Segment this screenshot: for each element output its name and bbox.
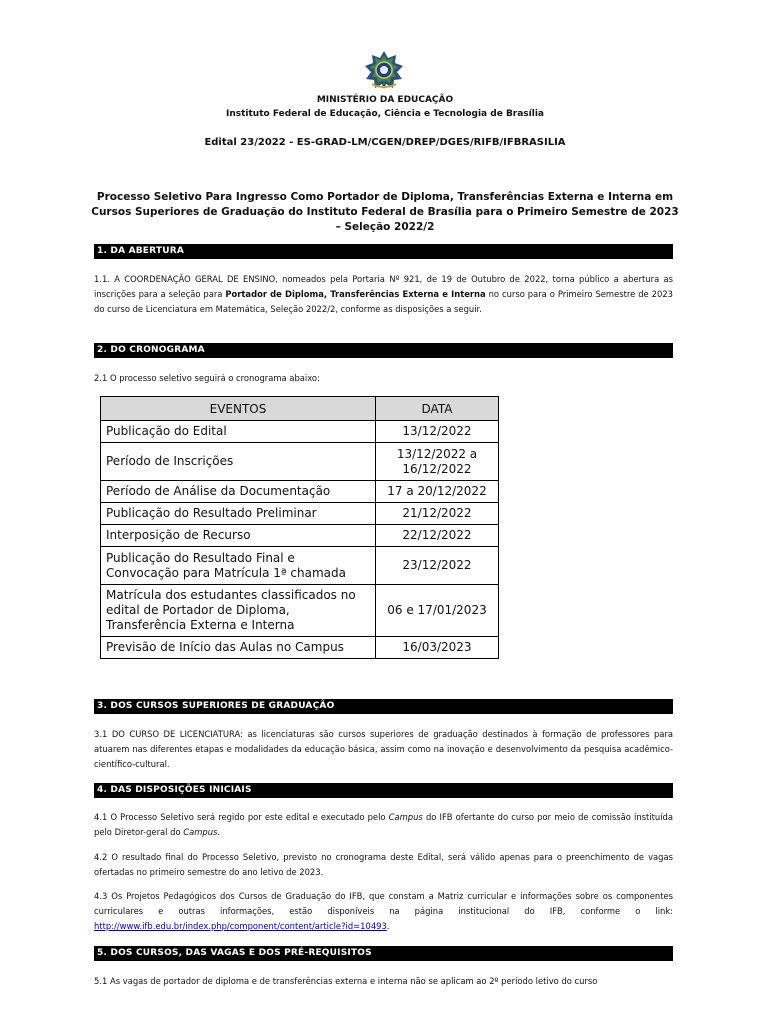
column-header-date: DATA (376, 397, 499, 421)
table-row (101, 585, 499, 637)
event-cell: Publicação do Edital (101, 421, 376, 443)
event-cell: Publicação do Resultado Preliminar (101, 503, 376, 525)
paragraph-4-2: 4.2 O resultado final do Processo Seletivo, previsto no cronograma deste Edital, será válido apenas para o preenchimento de vagas ofertadas no primeiro semestre do ano letivo de 2023. (94, 852, 673, 877)
table-row (101, 503, 499, 525)
section-heading-disposicoes-iniciais: 4. DAS DISPOSIÇÕES INICIAIS (94, 783, 673, 798)
table-row (101, 637, 499, 659)
document-title: Processo Seletivo Para Ingresso Como Portador de Diploma, Transferências Externa e Interna em Cursos Superiores de Graduação do Instituto Federal de Brasília para o Primeiro Semestre de 2023 – Seleção 2022/2 (91, 191, 679, 233)
date-cell: 16/03/2023 (376, 637, 499, 659)
event-cell: Período de Análise da Documentação (101, 481, 376, 503)
table-row (101, 525, 499, 547)
table-row (101, 443, 499, 481)
section-heading-cursos-superiores: 3. DOS CURSOS SUPERIORES DE GRADUAÇÃO (94, 699, 673, 714)
date-cell: 21/12/2022 (376, 503, 499, 525)
date-cell: 17 a 20/12/2022 (376, 481, 499, 503)
event-cell: Publicação do Resultado Final e Convocação para Matrícula 1ª chamada (101, 547, 376, 585)
table-row (101, 481, 499, 503)
institute-name: Instituto Federal de Educação, Ciência e Tecnologia de Brasília (226, 109, 544, 119)
date-cell: 13/12/2022 a 16/12/2022 (376, 443, 499, 481)
paragraph-4-1: 4.1 O Processo Seletivo será regido por este edital e executado pelo Campus do IFB ofertante do curso por meio de comissão instituída pelo Diretor-geral do Campus. (94, 812, 673, 837)
paragraph-5-1: 5.1 As vagas de portador de diploma e de transferências externa e interna não se aplicam ao 2º período letivo do curso (94, 976, 598, 986)
paragraph-3-1: 3.1 DO CURSO DE LICENCIATURA: as licenciaturas são cursos superiores de graduação destinados à formação de professores para atuarem nas diferentes etapas e modalidades da educação básica, assim como na inovação e desenvolvimento da pesquisa acadêmico-científico-cultural. (94, 729, 673, 769)
ifb-curriculum-link[interactable]: http://www.ifb.edu.br/index.php/component/content/article?id=10493 (94, 921, 387, 931)
edital-number: Edital 23/2022 - ES-GRAD-LM/CGEN/DREP/DGES/RIFB/IFBRASILIA (204, 137, 566, 148)
brasao-republica-icon (364, 50, 404, 90)
section-heading-abertura: 1. DA ABERTURA (94, 244, 673, 259)
event-cell: Período de Inscrições (101, 443, 376, 481)
table-row (101, 421, 499, 443)
event-cell: Interposição de Recurso (101, 525, 376, 547)
column-header-events: EVENTOS (101, 397, 376, 421)
event-cell: Matrícula dos estudantes classificados no edital de Portador de Diploma, Transferência Externa e Interna (101, 585, 376, 637)
section-heading-cronograma: 2. DO CRONOGRAMA (94, 343, 673, 358)
paragraph-4-3: 4.3 Os Projetos Pedagógicos dos Cursos de Graduação do IFB, que constam a Matriz curricular e informações sobre os componentes curriculares e outras informações, estão disponíveis na página institucional do IFB, conforme o link: http://www.ifb.edu.br/index.php/component/content/article?id=10493. (94, 891, 673, 931)
section-heading-vagas: 5. DOS CURSOS, DAS VAGAS E DOS PRÉ-REQUISITOS (94, 946, 673, 961)
table-row (101, 547, 499, 585)
date-cell: 22/12/2022 (376, 525, 499, 547)
ministry-name: MINISTÉRIO DA EDUCAÇÃO (316, 95, 454, 105)
date-cell: 06 e 17/01/2023 (376, 585, 499, 637)
event-cell: Previsão de Início das Aulas no Campus (101, 637, 376, 659)
paragraph-1-1: 1.1. A COORDENAÇÃO GERAL DE ENSINO, nomeados pela Portaria Nº 921, de 19 de Outubro de 2022, torna público a abertura as inscrições para a seleção para Portador de Diploma, Transferências Externa e Interna no curso para o Primeiro Semestre de 2023 do curso de Licenciatura em Matemática, Seleção 2022/2, conforme as disposições a seguir. (94, 274, 673, 314)
schedule-table (100, 396, 499, 659)
date-cell: 23/12/2022 (376, 547, 499, 585)
paragraph-2-1: 2.1 O processo seletivo seguirá o cronograma abaixo: (94, 373, 320, 383)
table-header-row (101, 397, 499, 421)
date-cell: 13/12/2022 (376, 421, 499, 443)
